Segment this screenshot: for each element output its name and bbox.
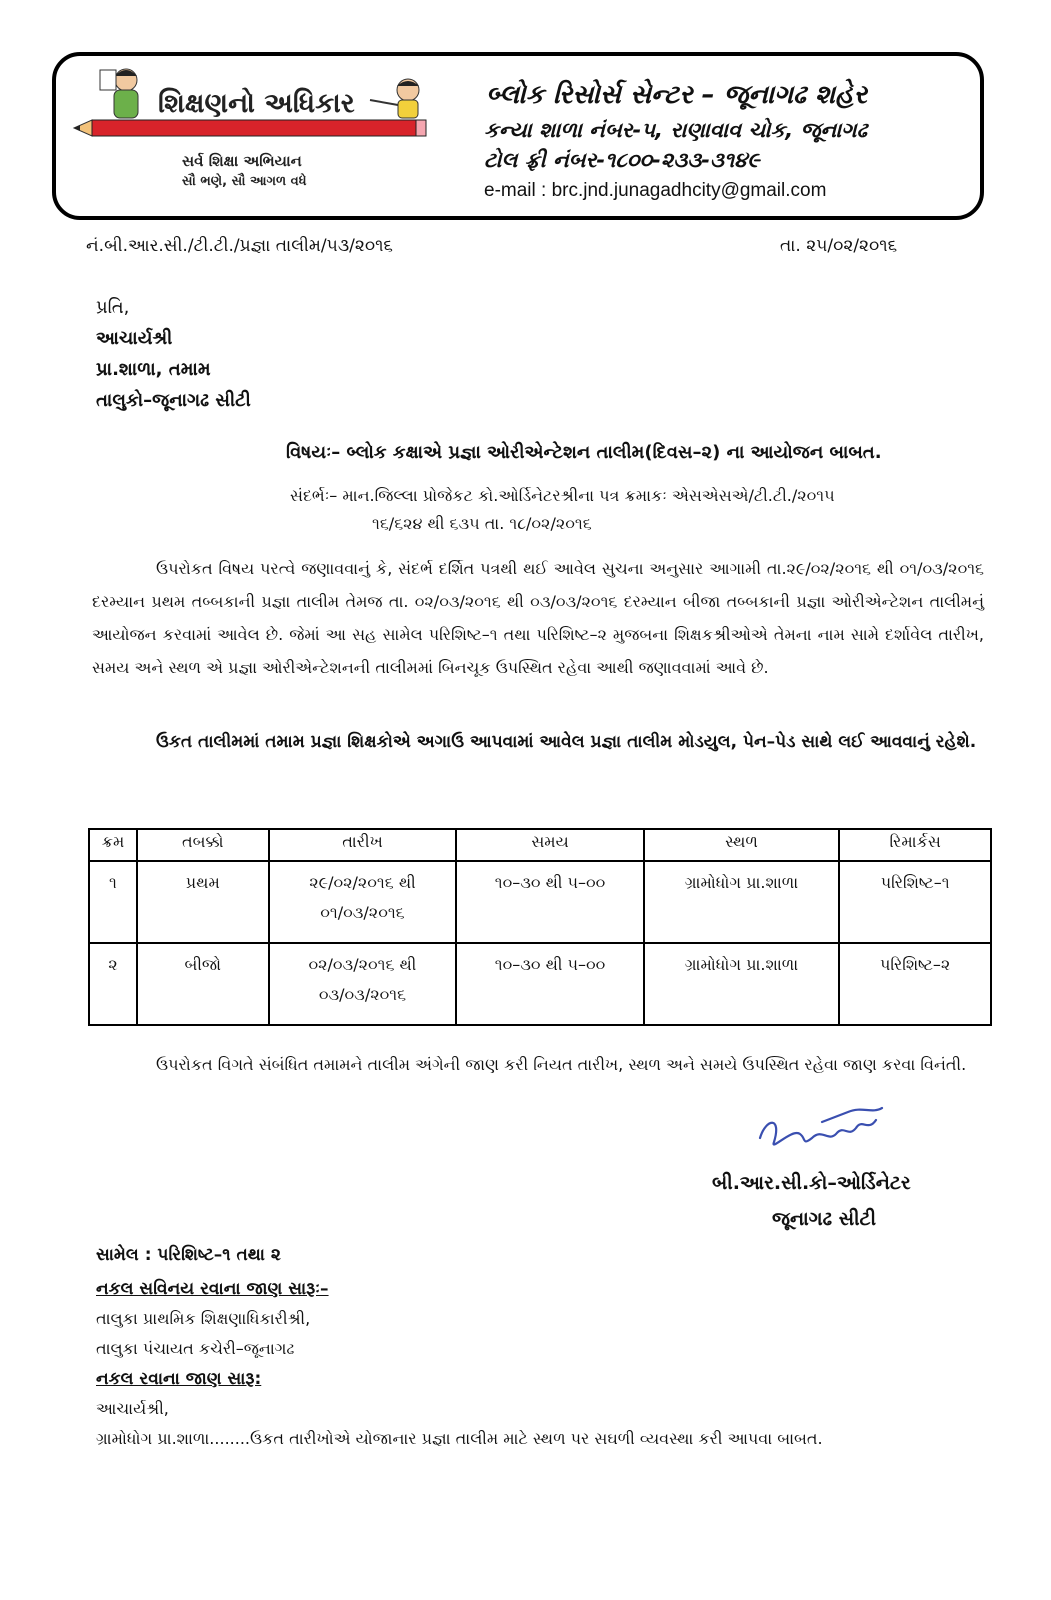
office-address: કન્યા શાળા નંબર-૫, રાણાવાવ ચોક, જૂનાગઢ: [484, 118, 868, 142]
table-cell: પરિશિષ્ટ–૨: [839, 943, 991, 1025]
column-header: રિમાર્કસ: [839, 829, 991, 861]
table-cell: ૧૦–૩૦ થી ૫–૦૦: [456, 943, 643, 1025]
table-cell: ગ્રામોધોગ પ્રા.શાળા: [644, 861, 840, 943]
table-cell: ગ્રામોધોગ પ્રા.શાળા: [644, 943, 840, 1025]
recipient-block: [96, 292, 251, 416]
copy-line: તાલુકા પ્રાથમિક શિક્ષણાધિકારીશ્રી,: [96, 1309, 311, 1328]
table-cell: ૦૨/૦૩/૨૦૧૬ થી ૦૩/૦૩/૨૦૧૬: [269, 943, 457, 1025]
recipient-line: પ્રા.શાળા, તમામ: [96, 359, 211, 380]
copy-to-block: [96, 1274, 823, 1454]
table-cell: બીજો: [137, 943, 269, 1025]
copy-heading: નકલ સવિનય રવાના જાણ સારૂઃ–: [96, 1279, 329, 1299]
body-text: ઉપરોકત વિષય પરત્વે જણાવવાનું કે, સંદર્ભ દર્શિત પત્રથી થઈ આવેલ સુચના અનુસાર આગામી તા.૨૯/૦૨/૨૦૧૬ થી ૦૧/૦૩/૨૦૧૬ દરમ્યાન પ્રથમ તબ્બકાની પ્રજ્ઞા તાલીમ તેમજ તા. ૦૨/૦૩/૨૦૧૬ થી ૦૩/૦૩/૨૦૧૬ દરમ્યાન બીજા તબ્બકાની પ્રજ્ઞા ઓરીએન્ટેશન તાલીમનું આયોજન કરવામાં આવેલ છે. જેમાં આ સહ સામેલ પરિશિષ્ટ–૧ તથા પરિશિષ્ટ–૨ મુજબના શિક્ષકશ્રીઓએ તેમના નામ સામે દર્શાવેલ તારીખ, સમય અને સ્થળ એ પ્રજ્ઞા ઓરીએન્ટેશનની તાલીમમાં બિનચૂક ઉપસ્થિત રહેવા આથી જણાવવામાં આવે છે.: [92, 559, 984, 677]
column-header: સ્થળ: [644, 829, 840, 861]
table-cell: ૨૯/૦૨/૨૦૧૬ થી ૦૧/૦૩/૨૦૧૬: [269, 861, 457, 943]
body-paragraph-bold: [92, 726, 984, 759]
column-header: તારીખ: [269, 829, 457, 861]
copy-line: આચાર્યશ્રી,: [96, 1399, 169, 1418]
reference-line: ૧૬/૬૨૪ થી ૬૩૫ તા. ૧૮/૦૨/૨૦૧૬: [372, 514, 592, 533]
table-cell: પ્રથમ: [137, 861, 269, 943]
reference-number: નં.બી.આર.સી./ટી.ટી./પ્રજ્ઞા તાલીમ/૫૩/૨૦૧૬: [86, 236, 393, 256]
reference-block: [290, 482, 835, 538]
subject-line: વિષયઃ– બ્લોક કક્ષાએ પ્રજ્ઞા ઓરીએન્ટેશન તાલીમ(દિવસ–૨) ના આયોજન બાબત.: [286, 442, 882, 463]
logo: [70, 60, 450, 210]
letter-date: તા. ૨૫/૦૨/૨૦૧૬: [780, 236, 898, 256]
signatory-place: જૂનાગઢ સીટી: [772, 1208, 877, 1230]
table-cell: ૨: [89, 943, 137, 1025]
logo-tagline: સૌ ભણે, સૌ આગળ વધે: [182, 174, 307, 189]
column-header: તબક્કો: [137, 829, 269, 861]
table-cell: ૧૦–૩૦ થી ૫–૦૦: [456, 861, 643, 943]
table-row: [89, 861, 991, 943]
table-cell: પરિશિષ્ટ–૧: [839, 861, 991, 943]
table-header-row: [89, 829, 991, 861]
column-header: ક્રમ: [89, 829, 137, 861]
office-email: e-mail : brc.jnd.junagadhcity@gmail.com: [484, 180, 827, 201]
recipient-line: પ્રતિ,: [96, 297, 130, 318]
enclosure-line: સામેલ : પરિશિષ્ટ–૧ તથા ૨: [96, 1245, 281, 1265]
recipient-line: તાલુકો–જૂનાગઢ સીટી: [96, 390, 251, 411]
office-name: બ્લોક રિસોર્સ સેન્ટર – જૂનાગઢ શહેર: [486, 80, 867, 110]
recipient-line: આચાર્યશ્રી: [96, 328, 173, 349]
copy-heading: નકલ રવાના જાણ સારૂ:: [96, 1369, 262, 1389]
body-paragraph: [92, 552, 984, 684]
reference-line: સંદર્ભઃ– માન.જિલ્લા પ્રોજેકટ કો.ઓર્ડિનેટરશ્રીના પત્ર ક્રમાકઃ એસએસએ/ટી.ટી./૨૦૧૫: [290, 486, 835, 505]
copy-line: તાલુકા પંચાયત કચેરી–જૂનાગઢ: [96, 1339, 295, 1358]
closing-paragraph: [92, 1046, 984, 1084]
toll-free-number: ટોલ ફ્રી નંબર-૧૮૦૦-૨૩૩-૩૧૪૯: [484, 148, 760, 172]
logo-title: શિક્ષણનો અધિકાર: [158, 88, 355, 119]
schedule-table: [88, 828, 992, 1026]
logo-program: સર્વ શિક્ષા અભિયાન: [182, 152, 302, 170]
copy-line: ગ્રામોધોગ પ્રા.શાળા........ઉકત તારીખોએ યોજાનાર પ્રજ્ઞા તાલીમ માટે સ્થળ પર સઘળી વ્યવસ્થા કરી આપવા બાબત.: [96, 1429, 823, 1448]
table-cell: ૧: [89, 861, 137, 943]
table-row: [89, 943, 991, 1025]
body-bold-text: ઉકત તાલીમમાં તમામ પ્રજ્ઞા શિક્ષકોએ અગાઉ આપવામાં આવેલ પ્રજ્ઞા તાલીમ મોડયુલ, પેન–પેડ સાથે લઈ આવવાનું રહેશે.: [156, 732, 977, 752]
signature-icon: [752, 1098, 892, 1158]
column-header: સમય: [456, 829, 643, 861]
closing-text: ઉપરોકત વિગતે સંબંધિત તમામને તાલીમ અંગેની જાણ કરી નિયત તારીખ, સ્થળ અને સમયે ઉપસ્થિત રહેવા જાણ કરવા વિનંતી.: [156, 1055, 967, 1074]
signatory-title: બી.આર.સી.કો–ઓર્ડિનેટર: [712, 1172, 911, 1194]
